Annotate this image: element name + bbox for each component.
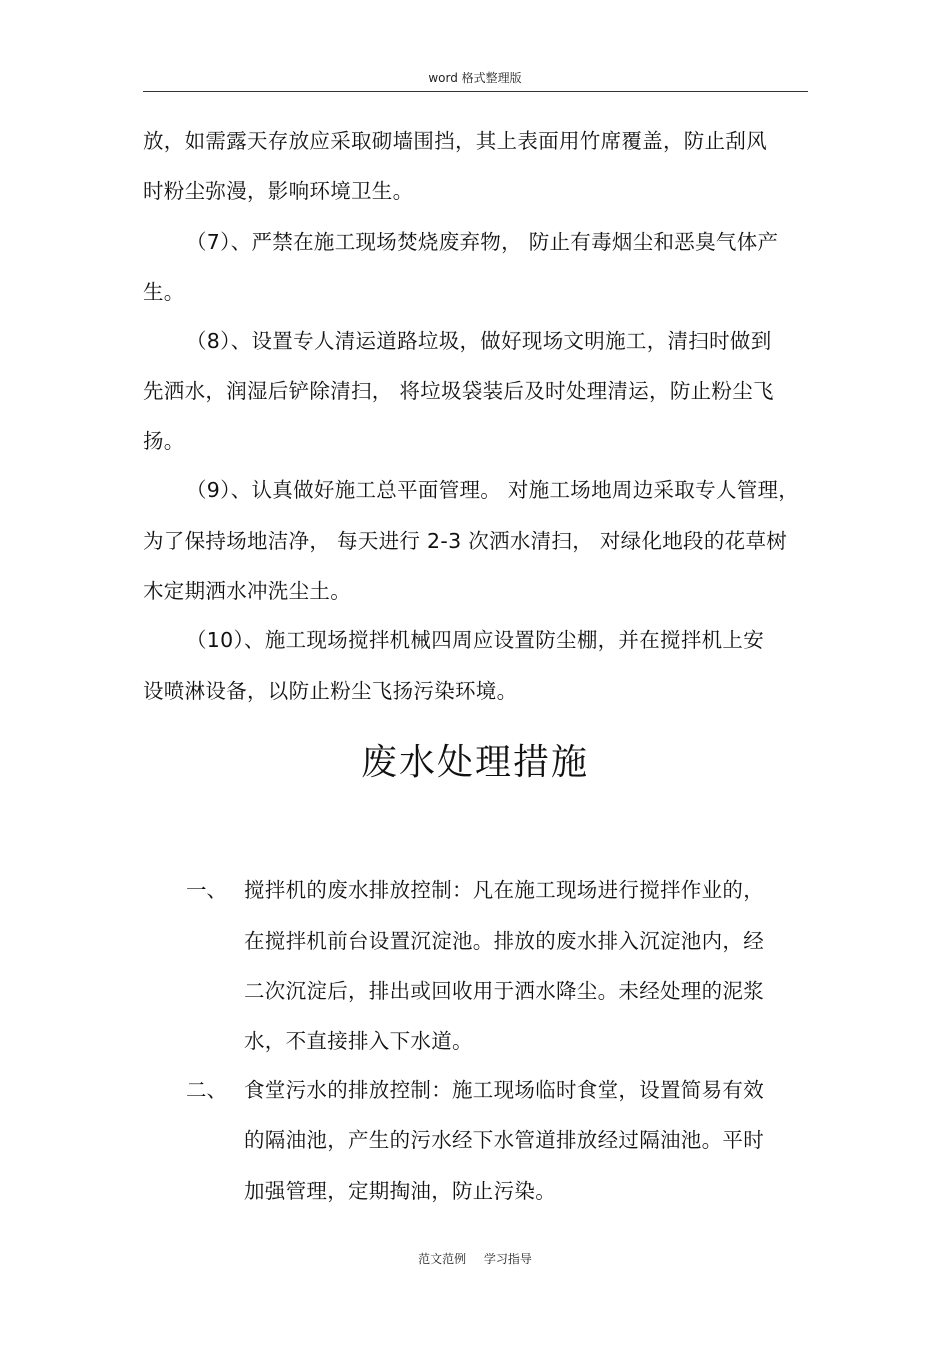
body-line: （8）、设置专人清运道路垃圾，做好现场文明施工，清扫时做到	[186, 329, 772, 353]
list-item-line: 搅拌机的废水排放控制：凡在施工现场进行搅拌作业的，	[244, 878, 764, 902]
list-item-line: 食堂污水的排放控制：施工现场临时食堂，设置简易有效	[244, 1078, 764, 1102]
header-rule	[143, 91, 808, 92]
list-item-line: 二次沉淀后，排出或回收用于洒水降尘。未经处理的泥浆	[244, 979, 764, 1003]
list-item-line: 水，不直接排入下水道。	[244, 1029, 473, 1053]
body-line: 木定期洒水冲洗尘土。	[143, 579, 351, 603]
list-item-number: 一、	[186, 878, 227, 902]
body-line: 生。	[143, 280, 185, 304]
body-line: 为了保持场地洁净， 每天进行 2-3 次洒水清扫， 对绿化地段的花草树	[143, 529, 788, 553]
body-line: （10）、施工现场搅拌机械四周应设置防尘棚，并在搅拌机上安	[186, 628, 765, 652]
section-title: 废水处理措施	[360, 742, 589, 783]
body-line: （7）、严禁在施工现场焚烧废弃物， 防止有毒烟尘和恶臭气体产	[186, 230, 779, 254]
list-item-line: 加强管理，定期掏油，防止污染。	[244, 1179, 556, 1203]
body-line: （9）、认真做好施工总平面管理。 对施工场地周边采取专人管理，	[186, 478, 800, 502]
list-item-line: 的隔油池，产生的污水经下水管道排放经过隔油池。平时	[244, 1128, 764, 1152]
page-footer: 范文范例 学习指导	[418, 1252, 532, 1266]
list-item-number: 二、	[186, 1078, 227, 1102]
body-line: 先洒水，润湿后铲除清扫， 将垃圾袋装后及时处理清运，防止粉尘飞	[143, 379, 774, 403]
list-item-line: 在搅拌机前台设置沉淀池。排放的废水排入沉淀池内，经	[244, 929, 764, 953]
body-line: 放，如需露天存放应采取砌墙围挡，其上表面用竹席覆盖，防止刮风	[143, 129, 767, 153]
body-line: 扬。	[143, 429, 185, 453]
page-header: word 格式整理版	[428, 71, 522, 85]
body-line: 时粉尘弥漫，影响环境卫生。	[143, 179, 414, 203]
body-line: 设喷淋设备，以防止粉尘飞扬污染环境。	[143, 679, 518, 703]
